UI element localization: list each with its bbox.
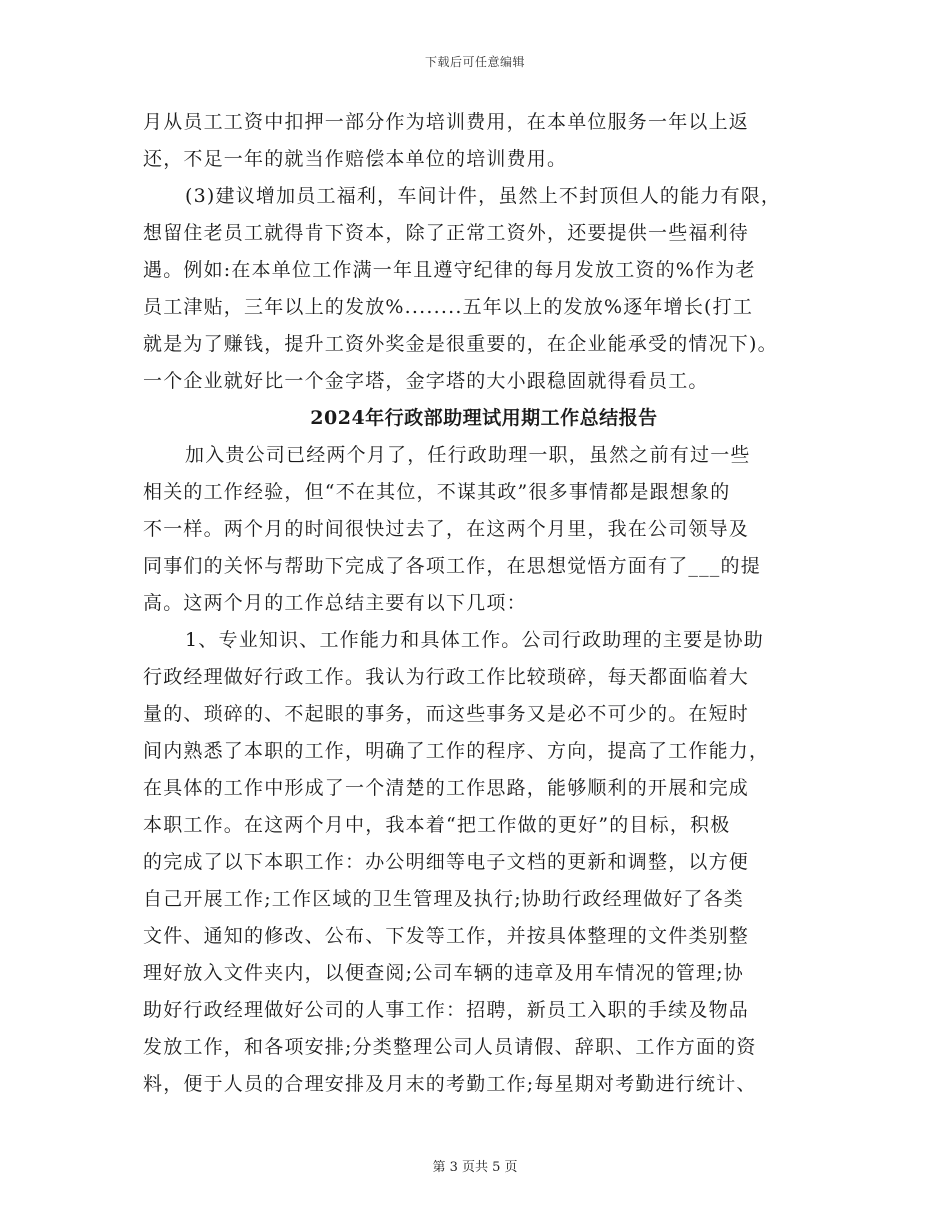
body-line: 高。这两个月的工作总结主要有以下几项：: [143, 592, 527, 614]
body-line: 遇。例如:在本单位工作满一年且遵守纪律的每月发放工资的%作为老: [143, 259, 756, 281]
body-line: 行政经理做好行政工作。我认为行政工作比较琐碎，每天都面临着大: [143, 666, 750, 688]
section-title: 2024年行政部助理试用期工作总结报告: [310, 407, 658, 429]
document-body: [143, 104, 823, 1103]
body-line: 理好放入文件夹内，以便查阅;公司车辆的违章及用车情况的管理;协: [143, 962, 745, 984]
body-line: 间内熟悉了本职的工作，明确了工作的程序、方向，提高了工作能力，: [143, 740, 770, 762]
body-line: 一个企业就好比一个金字塔，金字塔的大小跟稳固就得看员工。: [143, 370, 709, 392]
body-line: 料，便于人员的合理安排及月末的考勤工作;每星期对考勤进行统计、: [143, 1073, 757, 1095]
body-line: 发放工作，和各项安排;分类整理公司人员请假、辞职、工作方面的资: [143, 1036, 757, 1058]
body-line: 助好行政经理做好公司的人事工作：招聘，新员工入职的手续及物品: [143, 999, 750, 1021]
body-line: 加入贵公司已经两个月了，任行政助理一职，虽然之前有过一些: [185, 444, 751, 466]
body-line: 自己开展工作;工作区域的卫生管理及执行;协助行政经理做好了各类: [143, 888, 745, 910]
body-line: 1、专业知识、工作能力和具体工作。公司行政助理的主要是协助: [185, 629, 764, 651]
header-note: 下载后可任意编辑: [424, 55, 525, 69]
body-line: 月从员工工资中扣押一部分作为培训费用，在本单位服务一年以上返: [143, 111, 750, 133]
body-line: 想留住老员工就得肯下资本，除了正常工资外，还要提供一些福利待: [143, 222, 750, 244]
body-line: (3)建议增加员工福利，车间计件，虽然上不封顶但人的能力有限，: [185, 185, 782, 207]
body-line: 就是为了赚钱，提升工资外奖金是很重要的，在企业能承受的情况下)。: [143, 333, 778, 355]
body-line: 不一样。两个月的时间很快过去了，在这两个月里，我在公司领导及: [143, 518, 750, 540]
body-line: 量的、琐碎的、不起眼的事务，而这些事务又是必不可少的。在短时: [143, 703, 750, 725]
page-number-footer: 第 3 页共 5 页: [432, 1160, 518, 1175]
body-line: 相关的工作经验，但“不在其位，不谋其政”很多事情都是跟想象的: [143, 481, 731, 503]
body-line: 员工津贴，三年以上的发放%........五年以上的发放%逐年增长(打工: [143, 296, 754, 318]
body-line: 文件、通知的修改、公布、下发等工作，并按具体整理的文件类别整: [143, 925, 750, 947]
body-line: 的完成了以下本职工作：办公明细等电子文档的更新和调整，以方便: [143, 851, 750, 873]
body-line: 还，不足一年的就当作赔偿本单位的培训费用。: [143, 148, 568, 170]
body-line: 在具体的工作中形成了一个清楚的工作思路，能够顺利的开展和完成: [143, 777, 750, 799]
body-line: 同事们的关怀与帮助下完成了各项工作，在思想觉悟方面有了___的提: [143, 555, 761, 577]
body-line: 本职工作。在这两个月中，我本着“把工作做的更好”的目标，积极: [143, 814, 731, 836]
